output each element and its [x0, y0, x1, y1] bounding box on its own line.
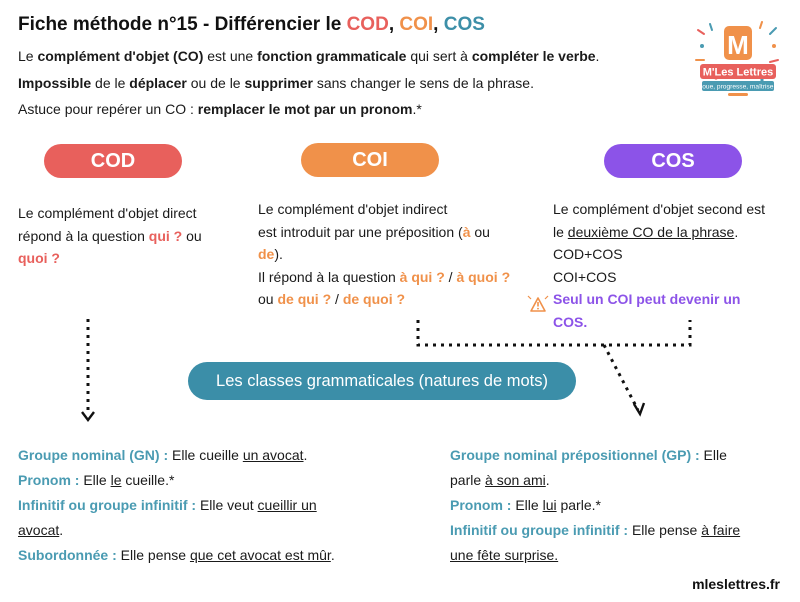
intro-line-2: Impossible de le déplacer ou de le supprimer sans changer le sens de la phrase. — [18, 75, 534, 91]
cos-pill: COS — [604, 144, 742, 178]
title-coi: COI — [399, 14, 434, 35]
logo-tagline: Joue, progresse, maîtrise ! — [698, 83, 778, 91]
logo-letter: M — [727, 30, 749, 60]
logo — [690, 20, 786, 100]
intro-line-1: Le complément d'objet (CO) est une fonction grammaticale qui sert à compléter le verbe. — [18, 48, 600, 64]
list-item: Infinitif ou groupe infinitif : Elle pense à faire — [450, 522, 741, 538]
logo-graphic — [690, 20, 786, 100]
left-natures-list: Groupe nominal (GN) : Elle cueille un avocat. Pronom : Elle le cueille.* Infinitif ou groupe infinitif : Elle veut cueillir un avocat. Subordonnée : Elle pense que cet avocat est mûr. — [18, 443, 418, 568]
title-cos: COS — [443, 14, 485, 35]
coi-pill: COI — [301, 143, 439, 177]
logo-brand: M'Les Lettres — [702, 66, 774, 79]
list-item: Groupe nominal prépositionnel (GP) : Elle — [450, 447, 727, 463]
arrow-head-right-icon — [634, 403, 644, 414]
list-item: Subordonnée : Elle pense que cet avocat est mûr. — [18, 547, 335, 563]
title-cod: COD — [346, 14, 389, 35]
cod-definition: Le complément d'objet direct répond à la question qui ? ou quoi ? — [18, 205, 202, 266]
natures-banner: Les classes grammaticales (natures de mots) — [188, 362, 576, 400]
dotted-arrow-right — [604, 345, 638, 410]
coi-definition: Le complément d'objet indirect est introduit par une préposition (à ou de). Il répond à la question à qui ? / à quoi ? ou de qui ? / de quoi ? — [258, 201, 511, 307]
page-title: Fiche méthode n°15 - Différencier le COD, COI, COS — [18, 14, 485, 35]
list-item: Groupe nominal (GN) : Elle cueille un avocat. — [18, 447, 308, 463]
right-natures-list: Groupe nominal prépositionnel (GP) : Elle parle à son ami. Pronom : Elle lui parle.* Infinitif ou groupe infinitif : Elle pense à faire une fête surprise. — [450, 443, 790, 568]
list-item: Infinitif ou groupe infinitif : Elle veut cueillir un — [18, 497, 317, 513]
list-item: Pronom : Elle le cueille.* — [18, 472, 175, 488]
intro-line-3: Astuce pour repérer un CO : remplacer le mot par un pronom.* — [18, 101, 422, 117]
website-link[interactable]: mleslettres.fr — [692, 576, 780, 592]
cos-note: Seul un COI peut devenir un — [553, 291, 741, 307]
cos-definition: Le complément d'objet second est le deuxième CO de la phrase. COD+COS COI+COS Seul un COI peut devenir un COS. — [553, 198, 793, 333]
arrow-head-left-icon — [82, 412, 94, 420]
list-item: Pronom : Elle lui parle.* — [450, 497, 601, 513]
cod-pill: COD — [44, 144, 182, 178]
